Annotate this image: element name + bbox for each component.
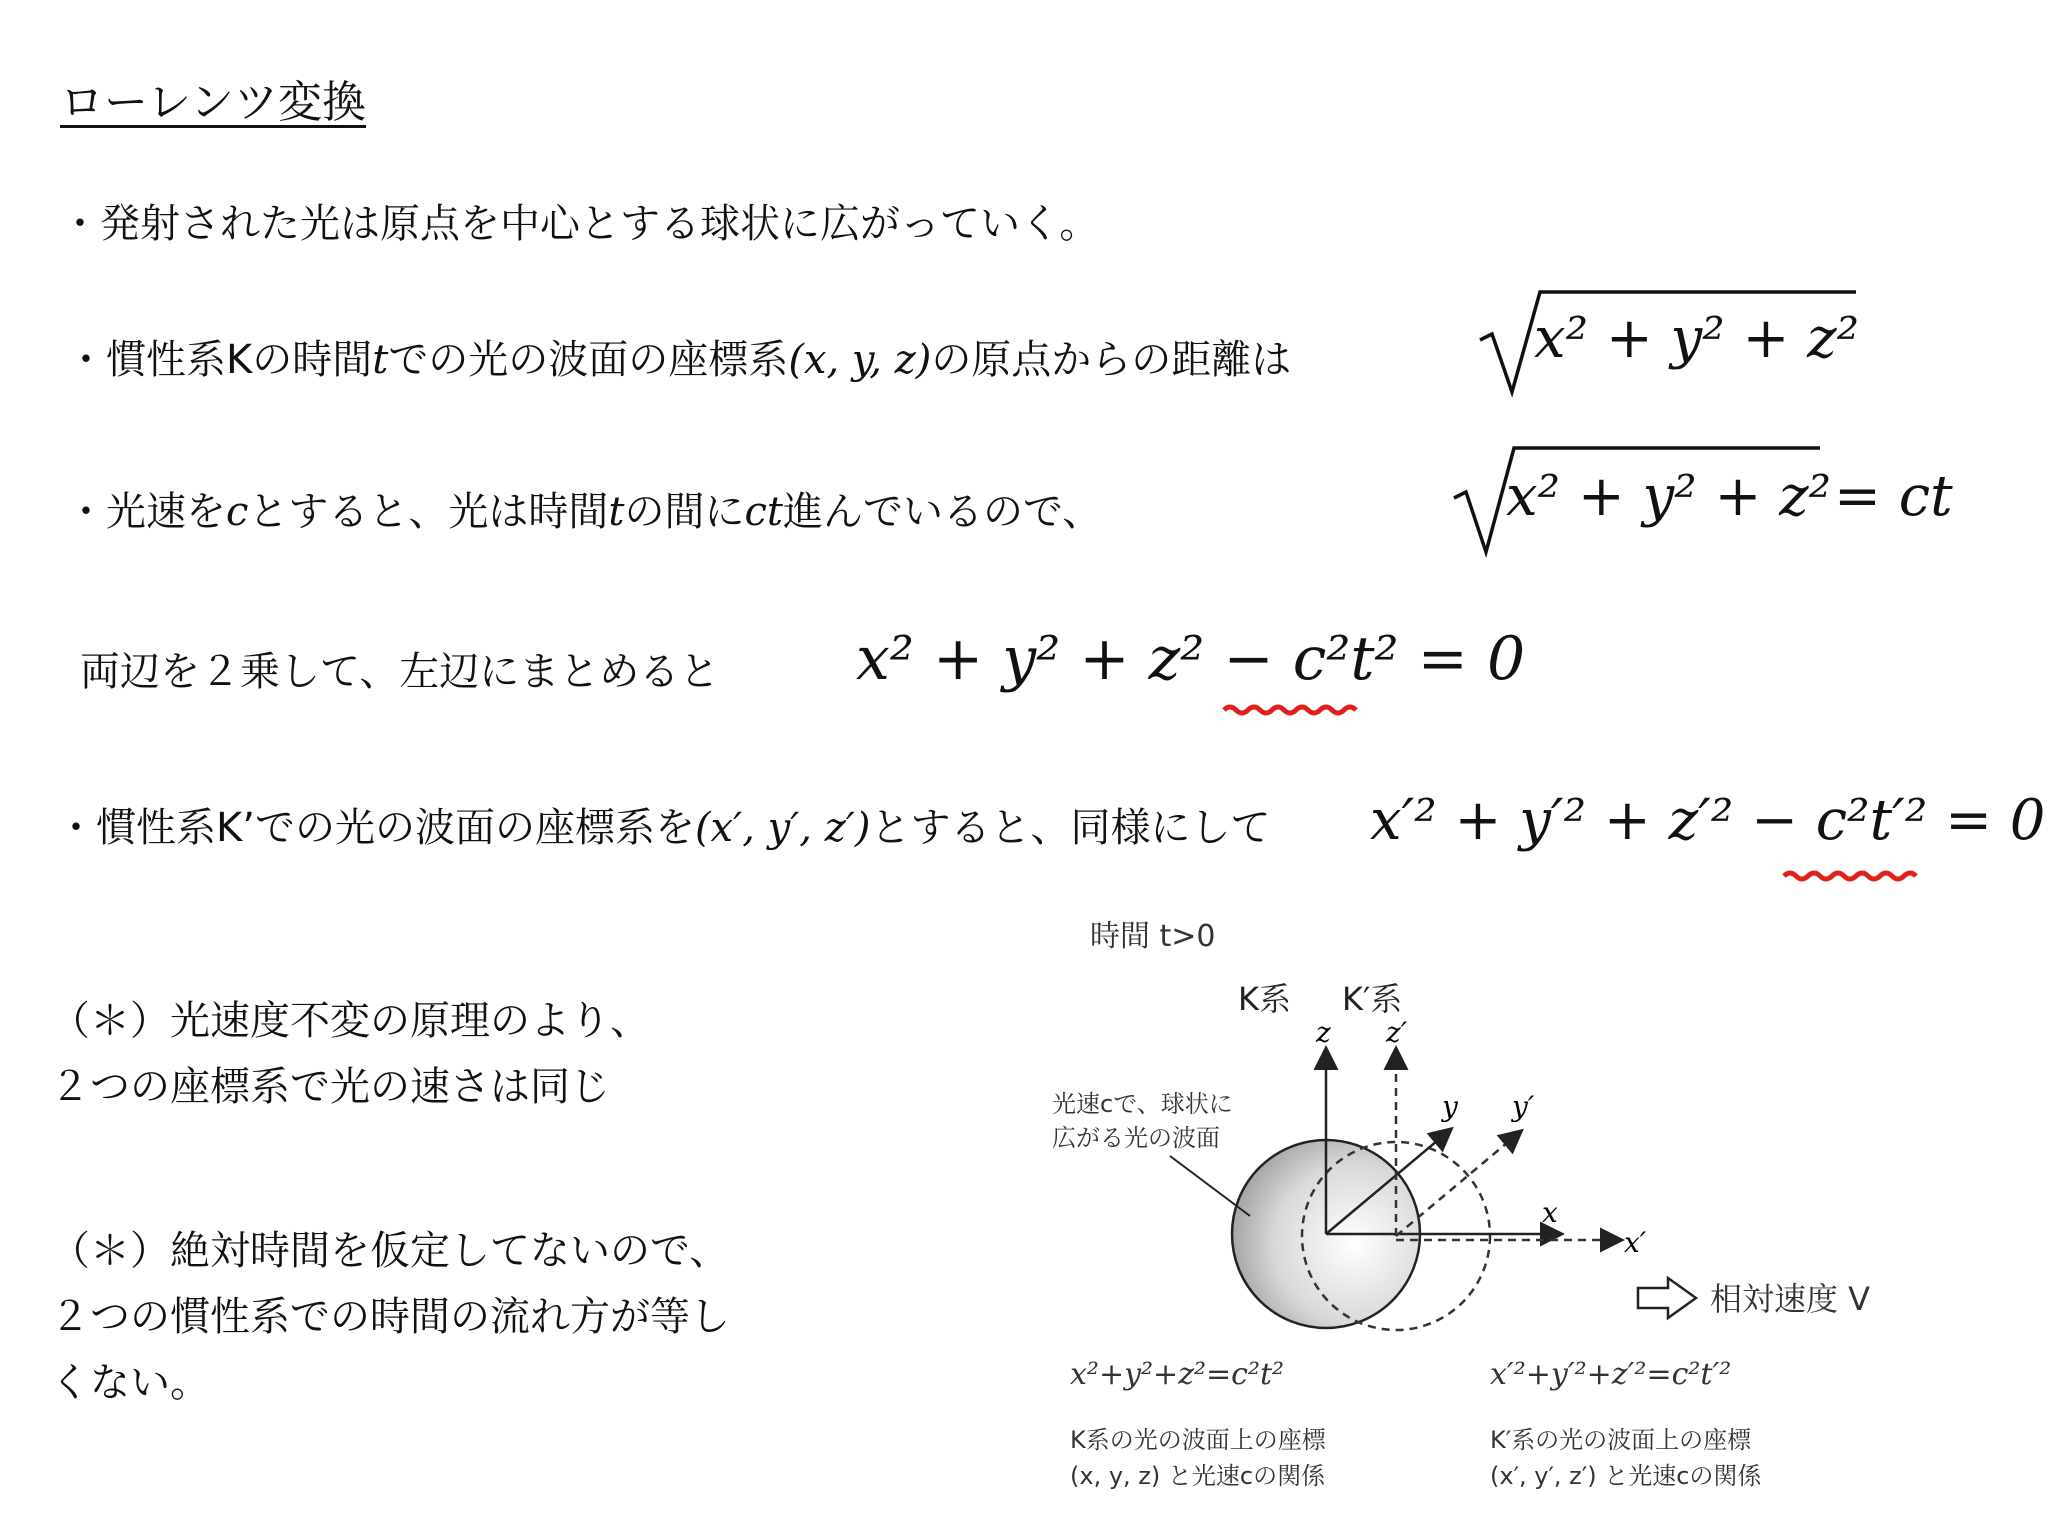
- sqrt-radicand-2: x² + y² + z²: [1506, 464, 1832, 529]
- bullet-k-prime: ・慣性系K’での光の波面の座標系を(x′, y′, z′)とすると、同様にして: [56, 805, 1271, 851]
- figure-k-label: K系: [1238, 980, 1291, 1018]
- wavefront-label-line1: 光速cで、球状に: [1052, 1090, 1233, 1118]
- axis-y-label: y: [1442, 1090, 1458, 1123]
- figure-time-label: 時間 t>0: [1090, 919, 1216, 954]
- lorentz-figure: [1020, 910, 1920, 1510]
- axis-zprime-label: z′: [1386, 1016, 1408, 1049]
- sqrt-formula-2: [1452, 444, 1972, 558]
- axis-xprime-label: x′: [1624, 1226, 1647, 1259]
- figure-kprime-label: K′系: [1342, 980, 1403, 1018]
- page-title: ローレンツ変換: [60, 77, 367, 128]
- square-both-sides-text: 両辺を２乗して、左辺にまとめると: [80, 649, 720, 695]
- bullet-spherical-light: ・発射された光は原点を中心とする球状に広がっていく。: [60, 201, 1100, 247]
- sqrt-formula-1: [1478, 288, 1858, 398]
- bullet-distance: ・慣性系Kの時間tでの光の波面の座標系(x, y, z)の原点からの距離は: [66, 337, 1292, 383]
- axis-x-label: x: [1542, 1196, 1558, 1229]
- axis-z-label: z: [1316, 1016, 1331, 1049]
- note-light-speed-invariance: （＊）光速度不変の原理のより、 ２つの座標系で光の速さは同じ: [50, 998, 650, 1110]
- wavefront-label-line2: 広がる光の波面: [1052, 1124, 1220, 1152]
- sqrt-radicand-1: x² + y² + z²: [1534, 306, 1860, 371]
- velocity-label: 相対速度 V: [1710, 1280, 1871, 1318]
- wavefront-pointer-line: [1170, 1156, 1250, 1216]
- caption-k-line2: (x, y, z) と光速cの関係: [1070, 1462, 1326, 1490]
- caption-kprime-line2: (x′, y′, z′) と光速cの関係: [1490, 1462, 1762, 1490]
- figure-eq-kprime: x′²+y′²+z′²=c²t′²: [1490, 1357, 1732, 1392]
- formula-k: x² + y² + z² − c²t² = 0: [856, 624, 1526, 694]
- red-underline-1: [1222, 700, 1362, 720]
- caption-kprime-line1: K′系の光の波面上の座標: [1490, 1426, 1752, 1454]
- velocity-arrow-icon: [1638, 1278, 1696, 1318]
- formula-k-prime: x′² + y′² + z′² − c²t′² = 0: [1370, 788, 2046, 853]
- bullet-light-speed: ・光速をcとすると、光は時間tの間にct進んでいるので、: [66, 489, 1103, 535]
- figure-eq-k: x²+y²+z²=c²t²: [1070, 1357, 1285, 1392]
- axis-yprime-label: y′: [1512, 1090, 1535, 1123]
- note-no-absolute-time: （＊）絶対時間を仮定してないので、 ２つの慣性系での時間の流れ方が等し くない。: [50, 1228, 730, 1406]
- red-underline-2: [1782, 866, 1922, 886]
- sqrt-rhs: = ct: [1834, 464, 1953, 529]
- caption-k-line1: K系の光の波面上の座標: [1070, 1426, 1326, 1454]
